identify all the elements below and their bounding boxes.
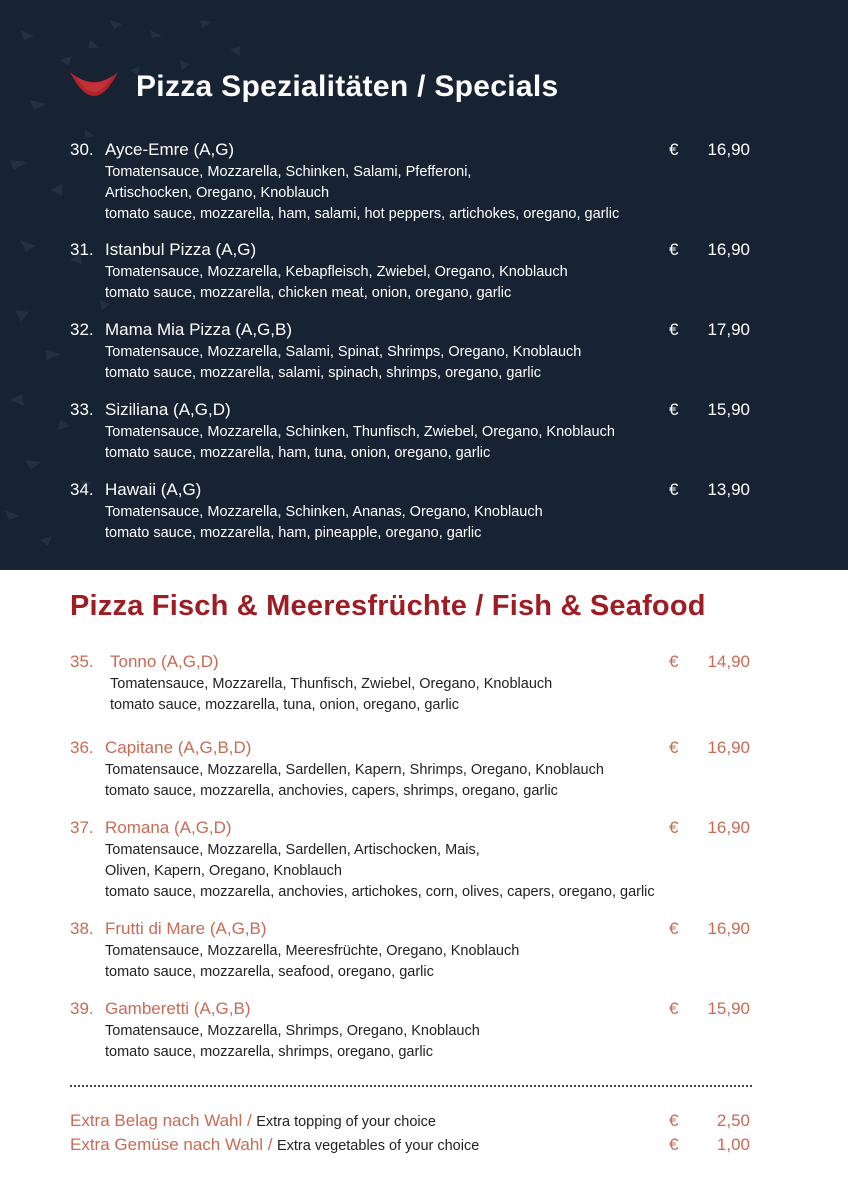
- item-number: 39.: [70, 999, 94, 1018]
- item-price: 16,90: [707, 140, 750, 159]
- item-name: Capitane (A,G,B,D): [105, 738, 252, 757]
- extra-sublabel: Extra vegetables of your choice: [276, 1138, 480, 1154]
- item-name: Istanbul Pizza (A,G): [105, 240, 257, 259]
- item-number: 33.: [70, 400, 94, 419]
- currency-symbol: €: [669, 738, 679, 757]
- currency-symbol: €: [669, 1135, 679, 1154]
- item-number: 32.: [70, 320, 94, 339]
- item-name: Frutti di Mare (A,G,B): [105, 919, 267, 938]
- item-number: 37.: [70, 818, 94, 837]
- currency-symbol: €: [669, 999, 679, 1018]
- currency-symbol: €: [669, 480, 679, 499]
- item-description: Tomatensauce, Mozzarella, Meeresfrüchte, Oregano, Knoblauch tomato sauce, mozzarella, seafood, oregano, garlic: [105, 943, 520, 980]
- extra-option: [70, 1135, 760, 1155]
- extra-price: 1,00: [716, 1135, 750, 1154]
- item-number: 36.: [70, 738, 94, 757]
- item-description: Tomatensauce, Mozzarella, Sardellen, Kapern, Shrimps, Oregano, Knoblauch tomato sauce, mozzarella, anchovies, capers, shrimps, oregano, garlic: [105, 762, 604, 799]
- item-number: 30.: [70, 140, 94, 159]
- item-description: Tomatensauce, Mozzarella, Sardellen, Artischocken, Mais, Oliven, Kapern, Oregano, Knoblauch tomato sauce, mozzarella, anchovies, artichokes, corn, olives, capers, oregano, garlic: [105, 842, 655, 900]
- extra-sublabel: Extra topping of your choice: [256, 1114, 436, 1130]
- item-number: 35.: [70, 652, 94, 671]
- extra-price: 2,50: [716, 1111, 750, 1130]
- currency-symbol: €: [669, 140, 679, 159]
- item-price: 16,90: [707, 818, 750, 837]
- currency-symbol: €: [669, 240, 679, 259]
- item-price: 13,90: [707, 480, 750, 499]
- extra-label: Extra Belag nach Wahl /: [70, 1111, 252, 1130]
- dotted-divider: [70, 1085, 752, 1087]
- item-price: 15,90: [707, 999, 750, 1018]
- item-name: Siziliana (A,G,D): [105, 400, 231, 419]
- item-description: Tomatensauce, Mozzarella, Schinken, Salami, Pfefferoni, Artischocken, Oregano, Knoblauch tomato sauce, mozzarella, ham, salami, hot peppers, artichokes, oregano, garlic: [105, 164, 620, 222]
- currency-symbol: €: [669, 919, 679, 938]
- item-number: 34.: [70, 480, 94, 499]
- item-price: 16,90: [707, 919, 750, 938]
- item-description: Tomatensauce, Mozzarella, Kebapfleisch, Zwiebel, Oregano, Knoblauch tomato sauce, mozzarella, chicken meat, onion, oregano, garlic: [105, 264, 568, 301]
- currency-symbol: €: [669, 400, 679, 419]
- item-description: Tomatensauce, Mozzarella, Salami, Spinat, Shrimps, Oregano, Knoblauch tomato sauce, mozzarella, salami, spinach, shrimps, oregano, garlic: [105, 344, 582, 381]
- item-number: 31.: [70, 240, 94, 259]
- item-name: Gamberetti (A,G,B): [105, 999, 251, 1018]
- item-description: Tomatensauce, Mozzarella, Shrimps, Oregano, Knoblauch tomato sauce, mozzarella, shrimps, oregano, garlic: [105, 1023, 480, 1060]
- item-description: Tomatensauce, Mozzarella, Schinken, Ananas, Oregano, Knoblauch tomato sauce, mozzarella, ham, pineapple, oregano, garlic: [105, 504, 543, 541]
- item-number: 38.: [70, 919, 94, 938]
- item-name: Mama Mia Pizza (A,G,B): [105, 320, 293, 339]
- extra-label: Extra Gemüse nach Wahl /: [70, 1135, 273, 1154]
- currency-symbol: €: [669, 1111, 679, 1130]
- seafood-title: Pizza Fisch & Meeresfrüchte / Fish & Seafood: [70, 590, 706, 622]
- item-price: 15,90: [707, 400, 750, 419]
- item-price: 16,90: [707, 738, 750, 757]
- specials-title: Pizza Spezialitäten / Specials: [136, 70, 559, 103]
- currency-symbol: €: [669, 818, 679, 837]
- item-name: Tonno (A,G,D): [110, 652, 219, 671]
- specials-section: [0, 0, 848, 570]
- extra-option: [70, 1111, 760, 1131]
- item-price: 14,90: [707, 652, 750, 671]
- red-crescent-icon: [68, 68, 120, 108]
- item-description: Tomatensauce, Mozzarella, Schinken, Thunfisch, Zwiebel, Oregano, Knoblauch tomato sauce, mozzarella, ham, tuna, onion, oregano, garlic: [105, 424, 615, 461]
- item-description: Tomatensauce, Mozzarella, Thunfisch, Zwiebel, Oregano, Knoblauch tomato sauce, mozzarella, tuna, onion, oregano, garlic: [110, 676, 553, 713]
- item-price: 16,90: [707, 240, 750, 259]
- currency-symbol: €: [669, 652, 679, 671]
- item-price: 17,90: [707, 320, 750, 339]
- item-name: Hawaii (A,G): [105, 480, 202, 499]
- currency-symbol: €: [669, 320, 679, 339]
- item-name: Ayce-Emre (A,G): [105, 140, 235, 159]
- item-name: Romana (A,G,D): [105, 818, 232, 837]
